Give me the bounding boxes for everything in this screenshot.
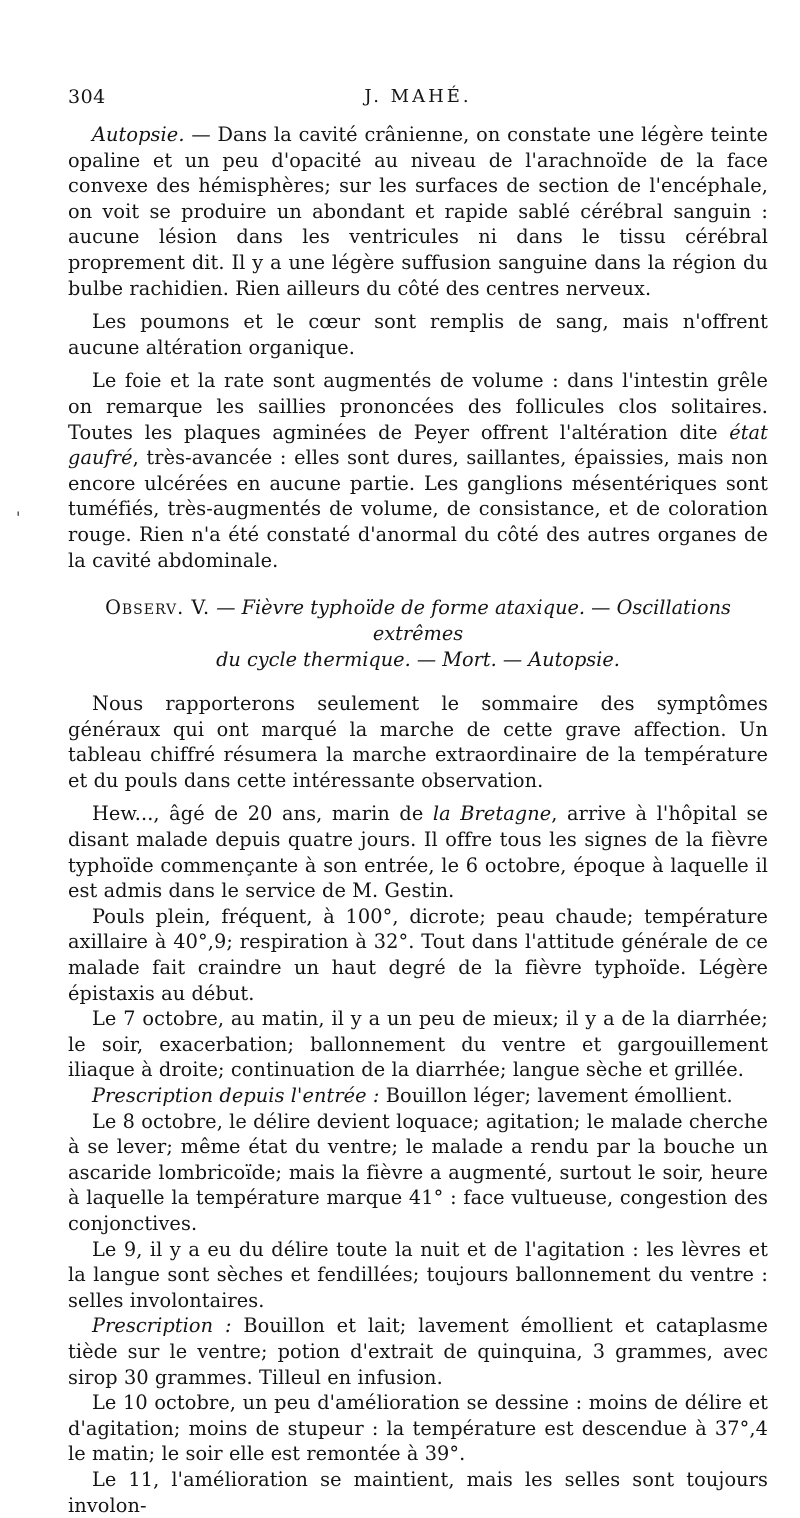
page-header bbox=[68, 86, 768, 116]
prescription-entry-text: Bouillon léger; lavement émollient. bbox=[379, 1084, 733, 1107]
body-text bbox=[68, 122, 768, 1518]
prescription-label: Prescription : bbox=[92, 1314, 232, 1338]
liver-text-a: Le foie et la rate sont augmentés de volume : dans l'intestin grêle on remarque les saillies prononcées des follicules clos solitaires. Toutes les plaques agminées de Peyer offrent l'altération dite bbox=[68, 369, 768, 444]
liver-text-b: , très-avancée : elles sont dures, saillantes, épaissies, mais non encore ulcérées en aucune partie. Les ganglions mésentériques sont tuméfiés, très-augmentés de volume, de consistance, et de coloration rouge. Rien n'a été constaté d'anormal du côté des autres organes de la cavité abdominale. bbox=[68, 446, 768, 572]
summary-paragraph: Nous rapporterons seulement le sommaire des symptômes généraux qui ont marqué la marche de cette grave affection. Un tableau chiffré résumera la marche extraordinaire de la température et du pouls dans cette intéressante observation. bbox=[68, 692, 768, 792]
observation-label: Observ. V. bbox=[105, 596, 211, 620]
lungs-paragraph: Les poumons et le cœur sont remplis de sang, mais n'offrent aucune altération organique. bbox=[68, 310, 768, 359]
liver-paragraph bbox=[68, 368, 768, 573]
prescription-entry-paragraph bbox=[68, 1083, 768, 1109]
patient-paragraph bbox=[68, 801, 768, 903]
autopsy-paragraph bbox=[68, 122, 768, 301]
oct7-paragraph: Le 7 octobre, au matin, il y a un peu de mieux; il y a de la diarrhée; le soir, exacerbation; ballonnement du ventre et gargouillement iliaque à droite; continuation de la diarrhée; langue sèche et grillée. bbox=[68, 1007, 768, 1082]
observation-title bbox=[68, 595, 768, 673]
prescription-entry-label: Prescription depuis l'entrée : bbox=[92, 1084, 380, 1107]
observation-title-line1: — Fièvre typhoïde de forme ataxique. — Oscillations extrêmes bbox=[210, 596, 731, 646]
pulse-paragraph: Pouls plein, fréquent, à 100°, dicrote; peau chaude; température axillaire à 40°,9; respiration à 32°. Tout dans l'attitude générale de ce malade fait craindre un haut degré de la fièvre typhoïde. Légère épistaxis au début. bbox=[68, 904, 768, 1005]
patient-text-b: , arrive à l'hôpital se disant malade depuis quatre jours. Il offre tous les signes de la fièvre typhoïde commençante à son entrée, le 6 octobre, époque à laquelle il est admis dans le service de M. Gestin. bbox=[68, 802, 768, 903]
observation-title-line2: du cycle thermique. — Mort. — Autopsie. bbox=[216, 648, 620, 672]
prescription-text: Bouillon et lait; lavement émollient et cataplasme tiède sur le ventre; potion d'extrait de quinquina, 3 grammes, avec sirop 30 grammes. Tilleul en infusion. bbox=[68, 1314, 768, 1389]
oct11-paragraph: Le 11, l'amélioration se maintient, mais les selles sont toujours involon- bbox=[68, 1467, 768, 1517]
running-head: J. MAHÉ. bbox=[364, 86, 472, 107]
page-number: 304 bbox=[68, 86, 106, 108]
oct9-paragraph: Le 9, il y a eu du délire toute la nuit et de l'agitation : les lèvres et la langue sont sèches et fendillées; toujours ballonnement du ventre : selles involontaires. bbox=[68, 1237, 768, 1312]
patient-text-a: Hew..., âgé de 20 ans, marin de bbox=[92, 802, 433, 826]
oct10-paragraph: Le 10 octobre, un peu d'amélioration se dessine : moins de délire et d'agitation; moins de stupeur : la température est descendue à 37°,4 le matin; le soir elle est remontée à 39°. bbox=[68, 1391, 768, 1466]
autopsy-label: Autopsie. bbox=[92, 123, 185, 146]
prescription-paragraph bbox=[68, 1313, 768, 1390]
ship-name: la Bretagne bbox=[432, 802, 552, 826]
oct8-paragraph: Le 8 octobre, le délire devient loquace; agitation; le malade cherche à se lever; même état du ventre; le malade a rendu par la bouche un ascaride lombricoïde; mais la fièvre a augmenté, surtout le soir, heure à laquelle la température marque 41° : face vultueuse, congestion des conjonctives. bbox=[68, 1109, 768, 1235]
margin-mark: ' bbox=[16, 508, 21, 527]
etat-gaufre: état gaufré bbox=[68, 420, 768, 470]
autopsy-text: — Dans la cavité crânienne, on constate une légère teinte opaline et un peu d'opacité au niveau de l'arachnoïde de la face convexe des hémisphères; sur les surfaces de section de l'encéphale, on voit se produire un abondant et rapide sablé cérébral sanguin : aucune lésion dans les ventricules ni dans le tissu cérébral proprement dit. Il y a une légère suffusion sanguine dans la région du bulbe rachidien. Rien ailleurs du côté des centres nerveux. bbox=[68, 123, 768, 300]
